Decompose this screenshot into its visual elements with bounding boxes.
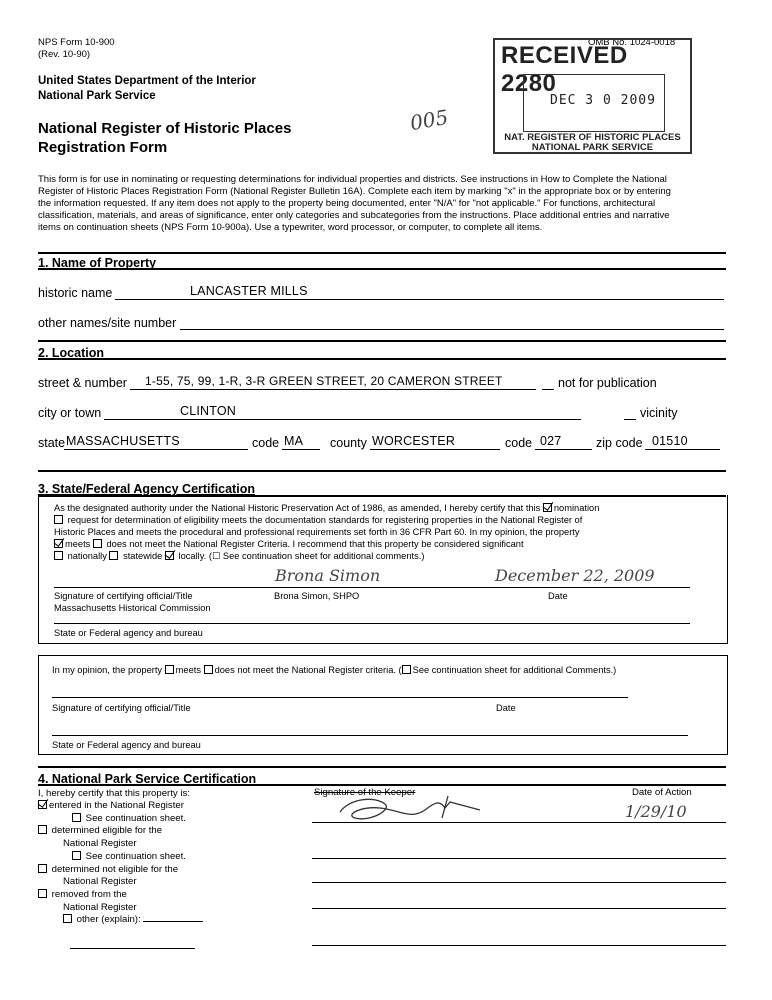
see-continuation-label-1: See continuation sheet. (85, 812, 186, 824)
certification-text (54, 502, 724, 562)
vicinity-blank[interactable] (624, 419, 636, 420)
historic-name-line (115, 299, 724, 300)
opinion-text-a: In my opinion, the property (52, 665, 163, 675)
city-line (104, 419, 581, 420)
state-code-value[interactable]: MA (284, 434, 304, 448)
entered-checkbox[interactable] (38, 800, 47, 809)
street-value[interactable]: 1-55, 75, 99, 1-R, 3-R GREEN STREET, 20 CAMERON STREET (145, 374, 503, 388)
other-checkbox[interactable] (63, 914, 72, 923)
section2-heading: 2. Location (38, 346, 104, 360)
opinion-text (52, 664, 616, 676)
omb-number: OMB No. 1024-0018 (588, 37, 676, 48)
continuation-note: (☐ See continuation sheet for additional comments.) (208, 551, 425, 561)
does-not-meet-checkbox[interactable] (93, 539, 102, 548)
section-rule (38, 252, 726, 254)
meets-checkbox[interactable] (54, 539, 63, 548)
form-title: National Register of Historic Places (38, 120, 292, 137)
date-label: Date (548, 591, 568, 601)
other-names-label: other names/site number (38, 316, 177, 330)
opinion-bureau-label: State or Federal agency and bureau (52, 740, 201, 750)
bureau-label: State or Federal agency and bureau (54, 628, 203, 638)
historic-name-value[interactable]: LANCASTER MILLS (190, 284, 308, 298)
state-line (64, 449, 248, 450)
other-names-line[interactable] (180, 329, 724, 330)
statewide-checkbox[interactable] (109, 551, 118, 560)
county-value[interactable]: WORCESTER (372, 434, 456, 448)
cert-line2: request for determination of eligibility meets the documentation standards for registering properties in the National Register of (67, 515, 583, 525)
opinion-text-c: See continuation sheet for additional Comments.) (412, 665, 617, 675)
stamp-date: DEC 3 0 2009 (550, 93, 656, 108)
agency-name: Massachusetts Historical Commission (54, 603, 211, 613)
form-number: NPS Form 10-900 (38, 37, 115, 48)
keeper-line[interactable] (312, 908, 726, 909)
cert-line3: Historic Places and meets the procedural and professional requirements set forth in 36 CFR Part 60. In my opinion, the property (54, 527, 580, 537)
opinion-signature-line[interactable] (52, 697, 628, 698)
other-explain-line[interactable] (143, 921, 203, 922)
locally-checkbox[interactable] (165, 551, 174, 560)
instructions-line: classification, materials, and areas of significance, enter only categories and subcategories from the instructions. Place additional entries and narrative (38, 210, 670, 221)
not-eligible-checkbox[interactable] (38, 864, 47, 873)
section-rule (38, 340, 726, 342)
signer-name: Brona Simon, SHPO (274, 591, 360, 601)
street-label: street & number (38, 376, 127, 390)
opinion-does-not-meet-checkbox[interactable] (204, 665, 213, 674)
city-value[interactable]: CLINTON (180, 404, 237, 418)
keeper-line[interactable] (312, 822, 726, 823)
street-line (130, 389, 536, 390)
agency-line2: National Park Service (38, 90, 156, 102)
instructions-line: items on continuation sheets (NPS Form 10-900a). Use a typewriter, word processor, or computer, to complete all items. (38, 222, 543, 233)
signature-line[interactable] (54, 587, 690, 588)
see-continuation-checkbox-2[interactable] (72, 851, 81, 860)
removed-label-1: removed from the (51, 888, 127, 900)
keeper-line[interactable] (312, 858, 726, 859)
nationally-checkbox[interactable] (54, 551, 63, 560)
cert-line1: As the designated authority under the National Historic Preservation Act of 1986, as amended, I hereby certify that this (54, 503, 541, 513)
historic-name-label: historic name (38, 286, 113, 300)
stamp-received: RECEIVED 2280 (501, 42, 628, 97)
section4-heading: 4. National Park Service Certification (38, 772, 257, 786)
county-code-value[interactable]: 027 (540, 434, 562, 448)
state-label: state (38, 436, 66, 450)
entered-label: entered in the National Register (49, 800, 184, 811)
instructions (38, 174, 738, 234)
stamp-agency-2: NATIONAL PARK SERVICE (531, 142, 654, 153)
county-code-label: code (505, 436, 533, 450)
keeper-signature (330, 790, 500, 830)
removed-checkbox[interactable] (38, 889, 47, 898)
section1-heading: 1. Name of Property (38, 256, 157, 270)
signature-label: Signature of certifying official/Title (54, 591, 193, 601)
keeper-signature-label: Signature of the Keeper (314, 787, 416, 798)
eligible-label-2: National Register (63, 838, 137, 850)
zip-label: zip code (596, 436, 643, 450)
opinion-date-label: Date (496, 703, 516, 713)
vicinity-label: vicinity (640, 406, 678, 420)
state-code-label: code (252, 436, 280, 450)
zip-value[interactable]: 01510 (652, 434, 688, 448)
opinion-meets-label: meets (175, 665, 201, 675)
opinion-text-b: does not meet the National Register criteria. ( (214, 665, 402, 675)
nomination-checkbox[interactable] (543, 503, 552, 512)
form-revision: (Rev. 10-90) (38, 49, 91, 60)
state-value[interactable]: MASSACHUSETTS (66, 434, 180, 448)
opinion-signature-label: Signature of certifying official/Title (52, 703, 191, 713)
locally-label: locally. (178, 551, 207, 561)
eligible-checkbox[interactable] (38, 825, 47, 834)
received-stamp (493, 38, 692, 154)
agency-line1: United States Department of the Interior (38, 75, 256, 87)
stamp-date-box (523, 74, 665, 132)
stamp-agency-1: NAT. REGISTER OF HISTORIC PLACES (504, 132, 681, 143)
removed-label-2: National Register (63, 901, 137, 913)
not-eligible-label-2: National Register (63, 876, 137, 888)
statewide-label: statewide (123, 551, 163, 561)
cert-line4: does not meet the National Register Criteria. I recommend that this property be considered significant (106, 539, 524, 549)
instructions-line: This form is for use in nominating or requesting determinations for individual properties and districts. See instructions in How to Complete the National (38, 174, 667, 185)
county-label: county (330, 436, 367, 450)
nomination-label: nomination (553, 503, 600, 513)
section-rule (38, 766, 726, 768)
section-rule (38, 358, 726, 360)
state-code-line (282, 449, 320, 450)
county-code-line (535, 449, 592, 450)
shpo-signature: Brona Simon (275, 566, 381, 585)
not-eligible-label-1: determined not eligible for the (51, 863, 179, 875)
action-date-value: 1/29/10 (625, 802, 687, 821)
bureau-line[interactable] (54, 623, 690, 624)
zip-line (645, 449, 720, 450)
handwritten-reference: 005 (408, 104, 450, 136)
nps-intro: I, hereby certify that this property is: (38, 788, 190, 799)
other-label: other (explain): (76, 914, 141, 926)
not-for-publication-blank[interactable] (542, 389, 554, 390)
nationally-label: nationally (67, 551, 107, 561)
not-for-publication-label: not for publication (558, 376, 657, 390)
nps-options (38, 800, 203, 927)
opinion-meets-checkbox[interactable] (165, 665, 174, 674)
section3-heading: 3. State/Federal Agency Certification (38, 482, 255, 496)
keeper-line[interactable] (312, 882, 726, 883)
section-rule (38, 268, 726, 270)
other-explain-line-2[interactable] (70, 948, 195, 949)
meets-label: meets (65, 539, 91, 549)
opinion-continuation-checkbox[interactable] (402, 665, 411, 674)
city-label: city or town (38, 406, 102, 420)
section-rule (38, 784, 726, 786)
form-subtitle: Registration Form (38, 139, 168, 156)
shpo-signature-date: December 22, 2009 (495, 566, 655, 585)
keeper-line[interactable] (312, 945, 726, 946)
eligible-label-1: determined eligible for the (51, 825, 163, 837)
see-continuation-checkbox-1[interactable] (72, 813, 81, 822)
request-checkbox[interactable] (54, 515, 63, 524)
section-rule (38, 470, 726, 472)
instructions-line: Register of Historic Places Registration Form (National Register Bulletin 16A). Complete each item by marking "x" in the appropriate box or by entering (38, 186, 671, 197)
opinion-bureau-line[interactable] (52, 735, 688, 736)
date-of-action-label: Date of Action (632, 787, 692, 798)
see-continuation-label-2: See continuation sheet. (85, 850, 186, 862)
instructions-line: the information requested. If any item does not apply to the property being documented, enter "N/A" for "not applicable." For functions, architectural (38, 198, 656, 209)
county-line (370, 449, 500, 450)
